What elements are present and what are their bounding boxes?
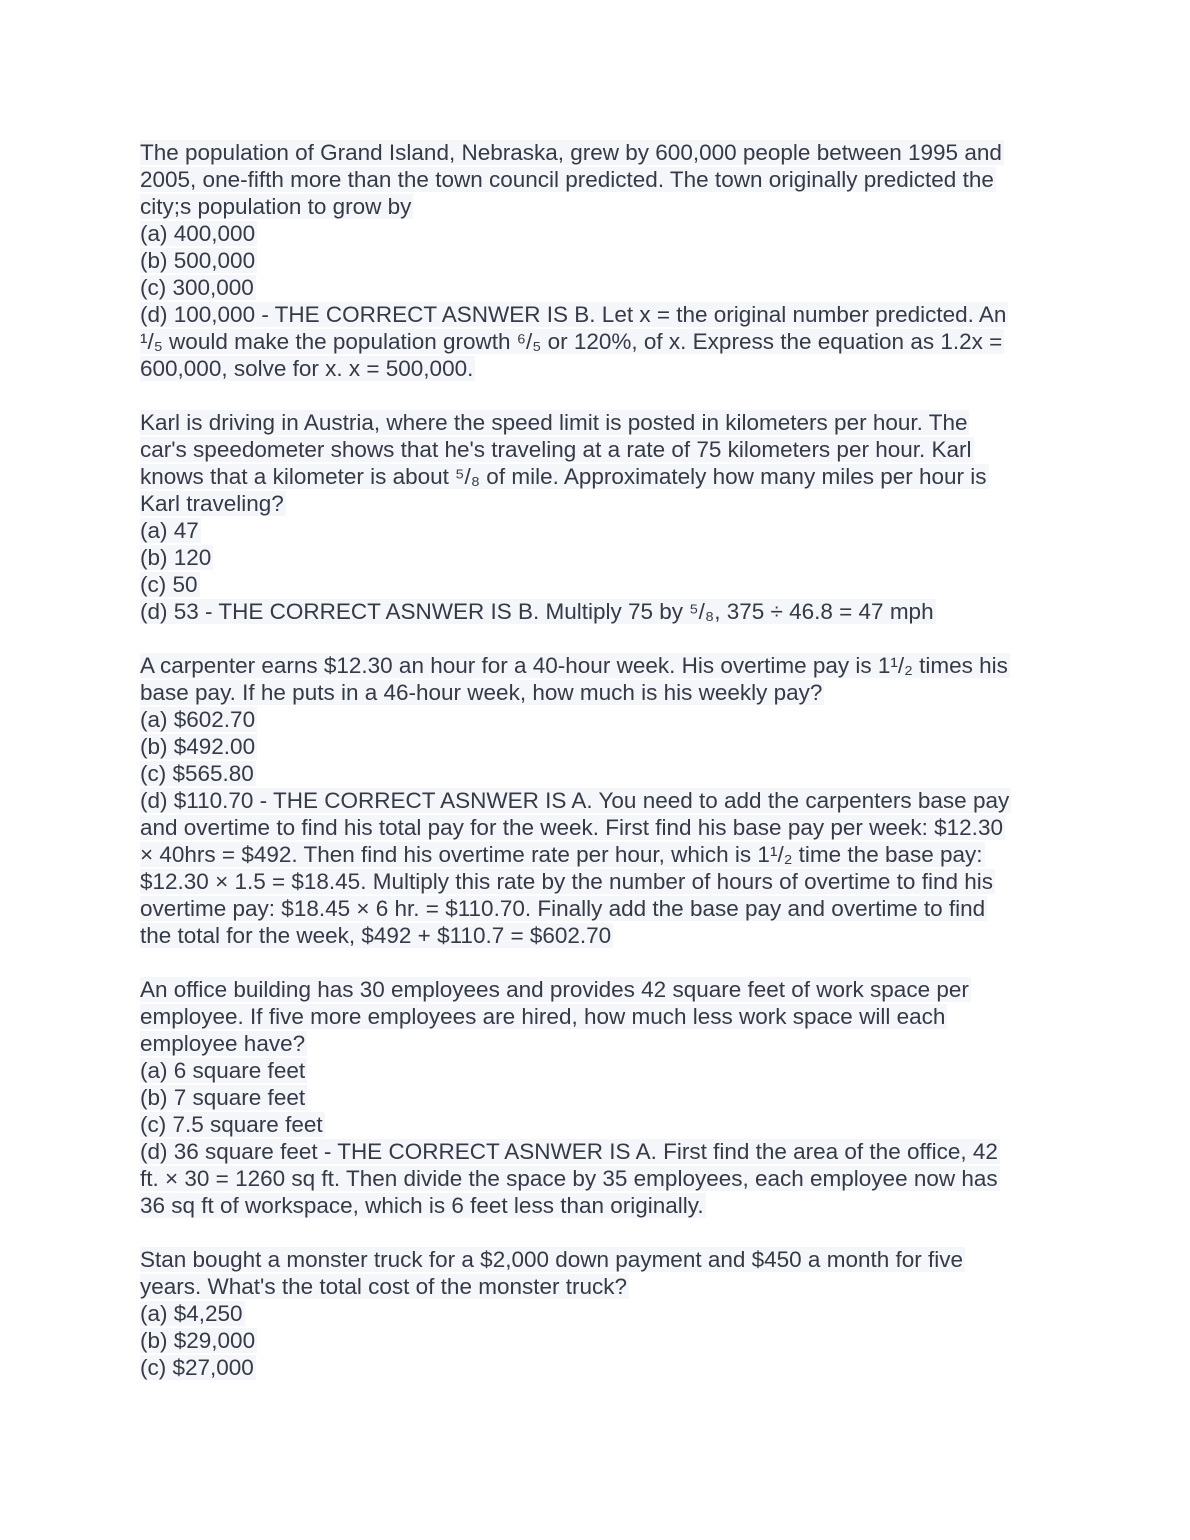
highlighted-text: An office building has 30 employees and provides 42 square feet of work space per [140, 977, 969, 1002]
text-line [140, 1354, 1060, 1381]
highlighted-text: years. What's the total cost of the monster truck? [140, 1274, 628, 1299]
highlighted-text: (b) 120 [140, 545, 212, 570]
question-block [140, 139, 1060, 382]
highlighted-text: (d) 100,000 - THE CORRECT ASNWER IS B. Let x = the original number predicted. An [140, 302, 1007, 327]
text-line [140, 355, 1060, 382]
text-line [140, 463, 1060, 490]
question-block [140, 976, 1060, 1219]
highlighted-text: and overtime to find his total pay for the week. First find his base pay per week: $12.30 [140, 815, 1003, 840]
highlighted-text: (d) $110.70 - THE CORRECT ASNWER IS A. You need to add the carpenters base pay [140, 788, 1010, 813]
text-line [140, 409, 1060, 436]
highlighted-text: ft. × 30 = 1260 sq ft. Then divide the space by 35 employees, each employee now has [140, 1166, 998, 1191]
highlighted-text: (a) $602.70 [140, 707, 256, 732]
highlighted-text: (b) $29,000 [140, 1328, 256, 1353]
text-line [140, 166, 1060, 193]
text-line [140, 1165, 1060, 1192]
text-line [140, 328, 1060, 355]
text-line [140, 733, 1060, 760]
text-line [140, 922, 1060, 949]
text-line [140, 652, 1060, 679]
highlighted-text: (c) 300,000 [140, 275, 254, 300]
highlighted-text: (d) 53 - THE CORRECT ASNWER IS B. Multiply 75 by ⁵/₈, 375 ÷ 46.8 = 47 mph [140, 599, 934, 624]
highlighted-text: overtime pay: $18.45 × 6 hr. = $110.70. Finally add the base pay and overtime to find [140, 896, 986, 921]
paragraph-gap [140, 1219, 1060, 1246]
text-line [140, 436, 1060, 463]
highlighted-text: ¹/₅ would make the population growth ⁶/₅ or 120%, of x. Express the equation as 1.2x = [140, 329, 1003, 354]
text-line [140, 1057, 1060, 1084]
text-line [140, 976, 1060, 1003]
highlighted-text: Karl is driving in Austria, where the speed limit is posted in kilometers per hour. The [140, 410, 968, 435]
text-line [140, 274, 1060, 301]
text-line [140, 1030, 1060, 1057]
text-line [140, 787, 1060, 814]
text-line [140, 1003, 1060, 1030]
text-line [140, 193, 1060, 220]
highlighted-text: (b) 500,000 [140, 248, 256, 273]
question-block [140, 409, 1060, 625]
highlighted-text: 36 sq ft of workspace, which is 6 feet less than originally. [140, 1193, 704, 1218]
text-line [140, 841, 1060, 868]
highlighted-text: (c) 7.5 square feet [140, 1112, 323, 1137]
highlighted-text: 600,000, solve for x. x = 500,000. [140, 356, 474, 381]
highlighted-text: employee. If five more employees are hired, how much less work space will each [140, 1004, 946, 1029]
text-line [140, 1111, 1060, 1138]
highlighted-text: (a) 6 square feet [140, 1058, 306, 1083]
highlighted-text: (a) $4,250 [140, 1301, 243, 1326]
text-line [140, 868, 1060, 895]
text-line [140, 1327, 1060, 1354]
highlighted-text: base pay. If he puts in a 46-hour week, how much is his weekly pay? [140, 680, 823, 705]
text-line [140, 760, 1060, 787]
text-line [140, 706, 1060, 733]
highlighted-text: (c) $27,000 [140, 1355, 254, 1380]
text-line [140, 598, 1060, 625]
highlighted-text: (a) 47 [140, 518, 199, 543]
question-block [140, 1246, 1060, 1381]
highlighted-text: (c) $565.80 [140, 761, 254, 786]
text-line [140, 679, 1060, 706]
paragraph-gap [140, 949, 1060, 976]
text-line [140, 1138, 1060, 1165]
highlighted-text: the total for the week, $492 + $110.7 = $602.70 [140, 923, 612, 948]
highlighted-text: employee have? [140, 1031, 306, 1056]
highlighted-text: car's speedometer shows that he's traveling at a rate of 75 kilometers per hour. Karl [140, 437, 972, 462]
highlighted-text: (b) $492.00 [140, 734, 256, 759]
text-line [140, 301, 1060, 328]
highlighted-text: $12.30 × 1.5 = $18.45. Multiply this rate by the number of hours of overtime to find his [140, 869, 993, 894]
document-body [140, 139, 1060, 1381]
highlighted-text: Karl traveling? [140, 491, 284, 516]
highlighted-text: (c) 50 [140, 572, 198, 597]
highlighted-text: The population of Grand Island, Nebraska, grew by 600,000 people between 1995 and [140, 140, 1002, 165]
highlighted-text: 2005, one-fifth more than the town council predicted. The town originally predicted the [140, 167, 994, 192]
highlighted-text: Stan bought a monster truck for a $2,000 down payment and $450 a month for five [140, 1247, 964, 1272]
highlighted-text: city;s population to grow by [140, 194, 412, 219]
text-line [140, 1300, 1060, 1327]
highlighted-text: knows that a kilometer is about ⁵/₈ of mile. Approximately how many miles per hour is [140, 464, 987, 489]
text-line [140, 814, 1060, 841]
highlighted-text: A carpenter earns $12.30 an hour for a 40-hour week. His overtime pay is 1¹/₂ times his [140, 653, 1008, 678]
text-line [140, 247, 1060, 274]
highlighted-text: × 40hrs = $492. Then find his overtime rate per hour, which is 1¹/₂ time the base pay: [140, 842, 983, 867]
text-line [140, 517, 1060, 544]
text-line [140, 220, 1060, 247]
paragraph-gap [140, 625, 1060, 652]
paragraph-gap [140, 382, 1060, 409]
text-line [140, 571, 1060, 598]
highlighted-text: (b) 7 square feet [140, 1085, 306, 1110]
text-line [140, 1246, 1060, 1273]
question-block [140, 652, 1060, 949]
highlighted-text: (d) 36 square feet - THE CORRECT ASNWER IS A. First find the area of the office, 42 [140, 1139, 998, 1164]
text-line [140, 1192, 1060, 1219]
text-line [140, 544, 1060, 571]
text-line [140, 139, 1060, 166]
text-line [140, 490, 1060, 517]
highlighted-text: (a) 400,000 [140, 221, 256, 246]
text-line [140, 1084, 1060, 1111]
text-line [140, 895, 1060, 922]
text-line [140, 1273, 1060, 1300]
